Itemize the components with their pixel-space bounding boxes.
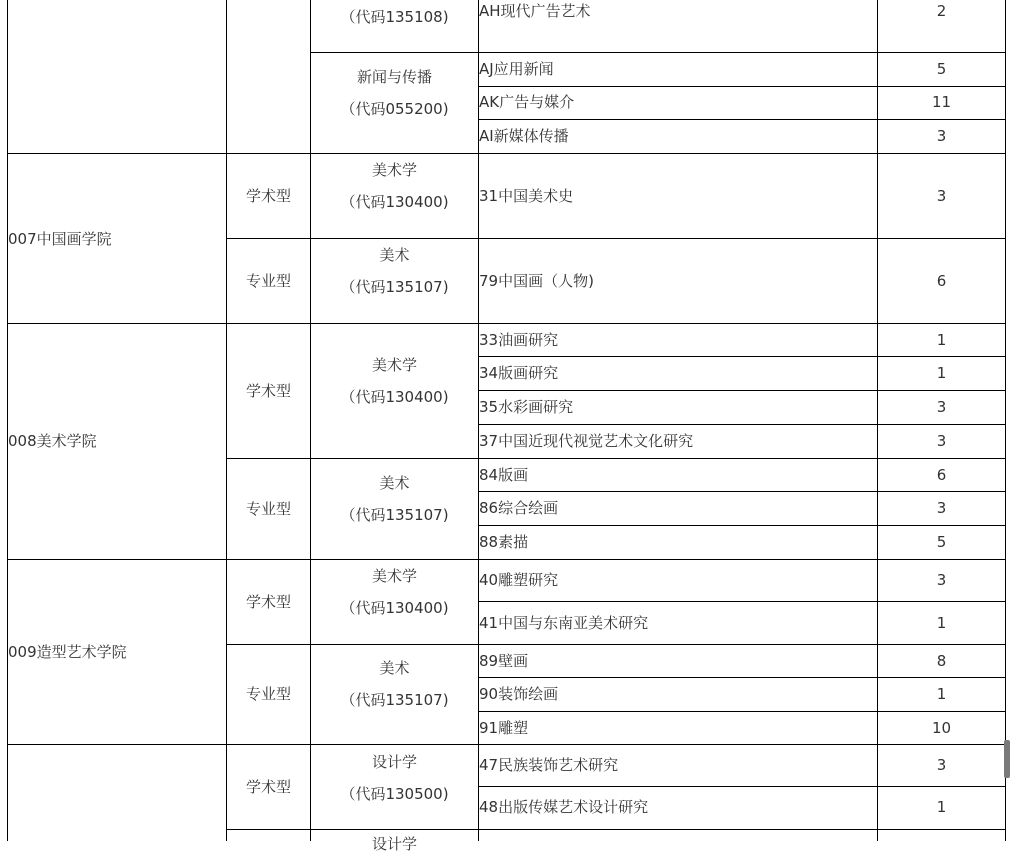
row-divider	[478, 786, 1006, 787]
direction-name: 31中国美术史	[479, 187, 574, 205]
direction-name: 33油画研究	[479, 331, 559, 349]
direction-name: 37中国近现代视觉艺术文化研究	[479, 432, 694, 450]
major-code: （代码130500)	[340, 785, 449, 803]
row-divider	[478, 356, 1006, 357]
direction-name: 48出版传媒艺术设计研究	[479, 798, 649, 816]
row-divider	[226, 458, 1006, 459]
degree-type: 学术型	[245, 778, 291, 796]
row-divider	[310, 52, 1006, 53]
direction-name: 88素描	[479, 533, 529, 551]
enrollment-count: 2	[936, 2, 947, 20]
degree-type: 专业型	[245, 500, 291, 518]
scrollbar-thumb[interactable]	[1004, 740, 1010, 778]
enrollment-count: 1	[936, 798, 947, 816]
table-border-left	[7, 0, 8, 841]
direction-name: AK广告与媒介	[479, 93, 575, 111]
enrollment-count: 3	[936, 127, 947, 145]
table-border-right	[1005, 0, 1006, 841]
college-name: 007中国画学院	[8, 230, 112, 248]
row-divider	[7, 559, 1006, 560]
row-divider	[478, 711, 1006, 712]
enrollment-count: 8	[936, 652, 947, 670]
enrollment-count: 5	[936, 533, 947, 551]
direction-name: AJ应用新闻	[479, 60, 554, 78]
row-divider	[478, 601, 1006, 602]
enrollment-count: 3	[936, 398, 947, 416]
enrollment-count: 1	[936, 364, 947, 382]
direction-name: 86综合绘画	[479, 499, 559, 517]
enrollment-count: 11	[931, 93, 952, 111]
enrollment-count: 1	[936, 614, 947, 632]
direction-name: 40雕塑研究	[479, 571, 559, 589]
major-code: （代码135108)	[340, 8, 449, 26]
major-name: 设计学	[371, 753, 417, 771]
major-name: 美术	[379, 659, 410, 677]
college-name: 009造型艺术学院	[8, 643, 127, 661]
direction-name: 90装饰绘画	[479, 685, 559, 703]
direction-name: AH现代广告艺术	[479, 2, 591, 20]
row-divider	[478, 86, 1006, 87]
major-name: 美术学	[371, 567, 417, 585]
major-name: 美术学	[371, 161, 417, 179]
enrollment-count: 1	[936, 685, 947, 703]
major-name: 设计学	[371, 835, 417, 853]
type-major-divider	[310, 0, 311, 841]
direction-name: 89壁画	[479, 652, 529, 670]
major-code: （代码130400)	[340, 193, 449, 211]
row-divider	[478, 390, 1006, 391]
major-name: 美术	[379, 474, 410, 492]
major-name: 美术	[379, 246, 410, 264]
direction-name: 34版画研究	[479, 364, 559, 382]
enrollment-count: 3	[936, 499, 947, 517]
major-name: 美术学	[371, 356, 417, 374]
major-code: （代码135107)	[340, 278, 449, 296]
row-divider	[226, 238, 1006, 239]
degree-type: 学术型	[245, 187, 291, 205]
direction-name: 41中国与东南亚美术研究	[479, 614, 649, 632]
row-divider	[478, 677, 1006, 678]
degree-type: 学术型	[245, 382, 291, 400]
direction-name: 91雕塑	[479, 719, 529, 737]
enrollment-count: 6	[936, 272, 947, 290]
row-divider	[478, 525, 1006, 526]
college-name: 008美术学院	[8, 432, 97, 450]
college-type-divider	[226, 0, 227, 841]
row-divider	[478, 424, 1006, 425]
major-code: （代码135107)	[340, 506, 449, 524]
direction-name: 47民族装饰艺术研究	[479, 756, 619, 774]
major-code: （代码130400)	[340, 599, 449, 617]
row-divider	[7, 153, 1006, 154]
row-divider	[226, 829, 1006, 830]
enrollment-count: 3	[936, 432, 947, 450]
row-divider	[478, 119, 1006, 120]
row-divider	[7, 744, 1006, 745]
degree-type: 专业型	[245, 272, 291, 290]
enrollment-count: 6	[936, 466, 947, 484]
enrollment-count: 1	[936, 331, 947, 349]
degree-type: 学术型	[245, 593, 291, 611]
row-divider	[478, 491, 1006, 492]
enrollment-count: 3	[936, 571, 947, 589]
row-divider	[7, 323, 1006, 324]
direction-name: AI新媒体传播	[479, 127, 569, 145]
enrollment-count: 5	[936, 60, 947, 78]
enrollment-count: 3	[936, 756, 947, 774]
enrollment-count: 3	[936, 187, 947, 205]
degree-type: 专业型	[245, 685, 291, 703]
major-name: 新闻与传播	[356, 68, 432, 86]
direction-name: 35水彩画研究	[479, 398, 574, 416]
enrollment-count: 10	[931, 719, 952, 737]
major-code: （代码130400)	[340, 388, 449, 406]
row-divider	[226, 644, 1006, 645]
direction-name: 79中国画（人物)	[479, 272, 594, 290]
major-code: （代码135107)	[340, 691, 449, 709]
direction-name: 84版画	[479, 466, 529, 484]
major-code: （代码055200)	[340, 100, 449, 118]
